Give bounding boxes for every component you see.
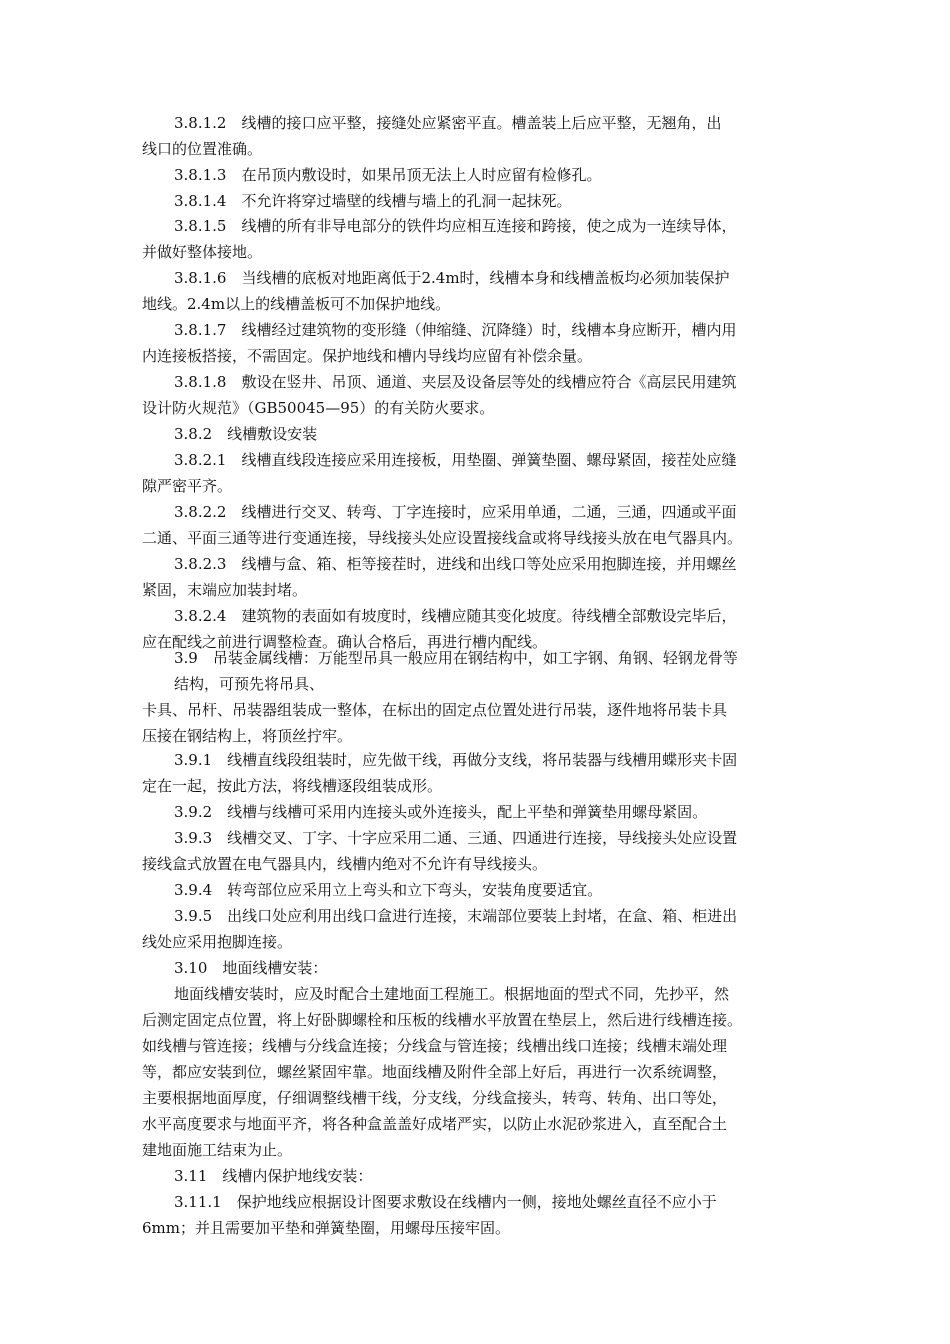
text-line: 3.11.1 保护地线应根据设计图要求敷设在线槽内一侧，接地处螺丝直径不应小于 [174,1193,717,1211]
paragraph-3-8-1-2 [142,110,822,162]
paragraph-3-9-5 [142,903,822,955]
text-line: 应在配线之前进行调整检查。确认合格后，再进行槽内配线。 [142,633,548,651]
paragraph-3-9-3 [142,825,822,877]
text-line: 隙严密平齐。 [142,477,233,495]
text-line: 地面线槽安装时，应及时配合土建地面工程施工。根据地面的型式不同，先抄平，然 [174,985,730,1003]
text-line: 3.9.3 线槽交叉、丁字、十字应采用二通、三通、四通进行连接，导线接头处应设置 [174,829,738,847]
paragraph-3-8-2-2 [142,499,822,551]
paragraph-3-8-1-3 [142,162,822,188]
text-line: 二通、平面三通等进行变通连接，导线接头处应设置接线盒或将导线接头放在电气器具内。 [142,529,743,547]
paragraph-3-10-body [142,981,822,1163]
text-line: 后测定固定点位置，将上好卧脚螺栓和压板的线槽水平放置在垫层上，然后进行线槽连接。 [142,1011,743,1029]
text-line: 结构，可预先将吊具、 [174,675,325,693]
text-line: 内连接板搭接，不需固定。保护地线和槽内导线均应留有补偿余量。 [142,347,593,365]
text-line: 等，都应安装到位，螺丝紧固牢靠。地面线槽及附件全部上好后，再进行一次系统调整， [142,1063,728,1081]
paragraph-3-8-1-4 [142,188,822,214]
text-line: 地线。2.4m以上的线槽盖板可不加保护地线。 [142,295,451,313]
paragraph-3-9 [142,645,822,749]
text-line: 3.8.1.2 线槽的接口应平整，接缝处应紧密平直。槽盖装上后应平整，无翘角，出 [174,114,722,132]
text-line: 3.9 吊装金属线槽：万能型吊具一般应用在钢结构中，如工字钢、角钢、轻钢龙骨等 [174,649,738,667]
text-line: 紧固，末端应加装封堵。 [142,581,308,599]
text-line: 主要根据地面厚度，仔细调整线槽干线，分支线，分线盒接头，转弯、转角、出口等处， [142,1089,728,1107]
text-line: 水平高度要求与地面平齐，将各种盒盖盖好成堵严实，以防止水泥砂浆进入，直至配合土 [142,1115,728,1133]
text-line: 3.8.1.5 线槽的所有非导电部分的铁件均应相互连接和跨接，使之成为一连续导体， [174,217,737,235]
paragraph-3-8-2-3 [142,551,822,603]
text-line: 3.8.1.3 在吊顶内敷设时，如果吊顶无法上人时应留有检修孔。 [174,166,602,184]
text-line: 如线槽与管连接；线槽与分线盒连接；分线盒与管连接；线槽出线口连接；线槽末端处理 [142,1037,728,1055]
text-line: 6mm；并且需要加平垫和弹簧垫圈，用螺母压接牢固。 [142,1219,510,1237]
paragraph-3-11 [142,1163,822,1189]
text-line: 3.8.2.2 线槽进行交叉、转弯、丁字连接时，应采用单通，二通，三通，四通或平面 [174,503,737,521]
paragraph-3-9-4 [142,877,822,903]
paragraph-3-10 [142,955,822,981]
text-line: 线处应采用抱脚连接。 [142,933,293,951]
text-line: 3.8.1.8 敷设在竖井、吊顶、通道、夹层及设备层等处的线槽应符合《高层民用建筑 [174,373,737,391]
text-line: 3.8.1.6 当线槽的底板对地距离低于2.4m时，线槽本身和线槽盖板均必须加装保护 [174,269,730,287]
text-line: 3.11 线槽内保护地线安装： [174,1167,373,1185]
text-line: 卡具、吊杆、吊装器组装成一整体，在标出的固定点位置处进行吊装，逐件地将吊装卡具 [142,701,728,719]
paragraph-3-8-1-8 [142,369,822,421]
text-line: 3.9.2 线槽与线槽可采用内连接头或外连接头，配上平垫和弹簧垫用螺母紧固。 [174,803,708,821]
text-line: 3.8.1.7 线槽经过建筑物的变形缝（伸缩缝、沉降缝）时，线槽本身应断开，槽内用 [174,321,737,339]
paragraph-3-8-1-5 [142,213,822,265]
text-line: 3.8.1.4 不允许将穿过墙壁的线槽与墙上的孔洞一起抹死。 [174,192,572,210]
paragraph-3-8-1-6 [142,265,822,317]
text-line: 3.9.5 出线口处应利用出线口盒进行连接，末端部位要装上封堵，在盒、箱、柜进出 [174,907,738,925]
paragraph-3-8-2-1 [142,447,822,499]
paragraph-3-8-2 [142,421,822,447]
text-line: 3.8.2.4 建筑物的表面如有坡度时，线槽应随其变化坡度。待线槽全部敷设完毕后， [174,607,737,625]
text-line: 建地面施工结束为止。 [142,1141,293,1159]
paragraph-3-9-2 [142,799,822,825]
paragraph-3-9-1 [142,747,822,799]
paragraph-3-11-1 [142,1189,822,1241]
text-line: 3.9.4 转弯部位应采用立上弯头和立下弯头，安装角度要适宜。 [174,881,603,899]
text-line: 设计防火规范》（GB50045—95）的有关防火要求。 [142,399,495,417]
text-line: 压接在钢结构上，将顶丝拧牢。 [142,727,353,745]
paragraph-3-8-1-7 [142,317,822,369]
text-line: 接线盒式放置在电气器具内，线槽内绝对不允许有导线接头。 [142,855,548,873]
text-line: 3.8.2.3 线槽与盒、箱、柜等接茬时，进线和出线口等处应采用抱脚连接，并用螺丝 [174,555,737,573]
text-line: 线口的位置准确。 [142,140,263,158]
text-line: 3.8.2.1 线槽直线段连接应采用连接板，用垫圈、弹簧垫圈、螺母紧固，接茬处应缝 [174,451,737,469]
text-line: 定在一起，按此方法，将线槽逐段组装成形。 [142,777,443,795]
text-line: 并做好整体接地。 [142,243,263,261]
text-line: 3.8.2 线槽敷设安装 [174,425,318,443]
text-line: 3.10 地面线槽安装： [174,959,328,977]
text-line: 3.9.1 线槽直线段组装时，应先做干线，再做分支线，将吊装器与线槽用蝶形夹卡固 [174,751,738,769]
